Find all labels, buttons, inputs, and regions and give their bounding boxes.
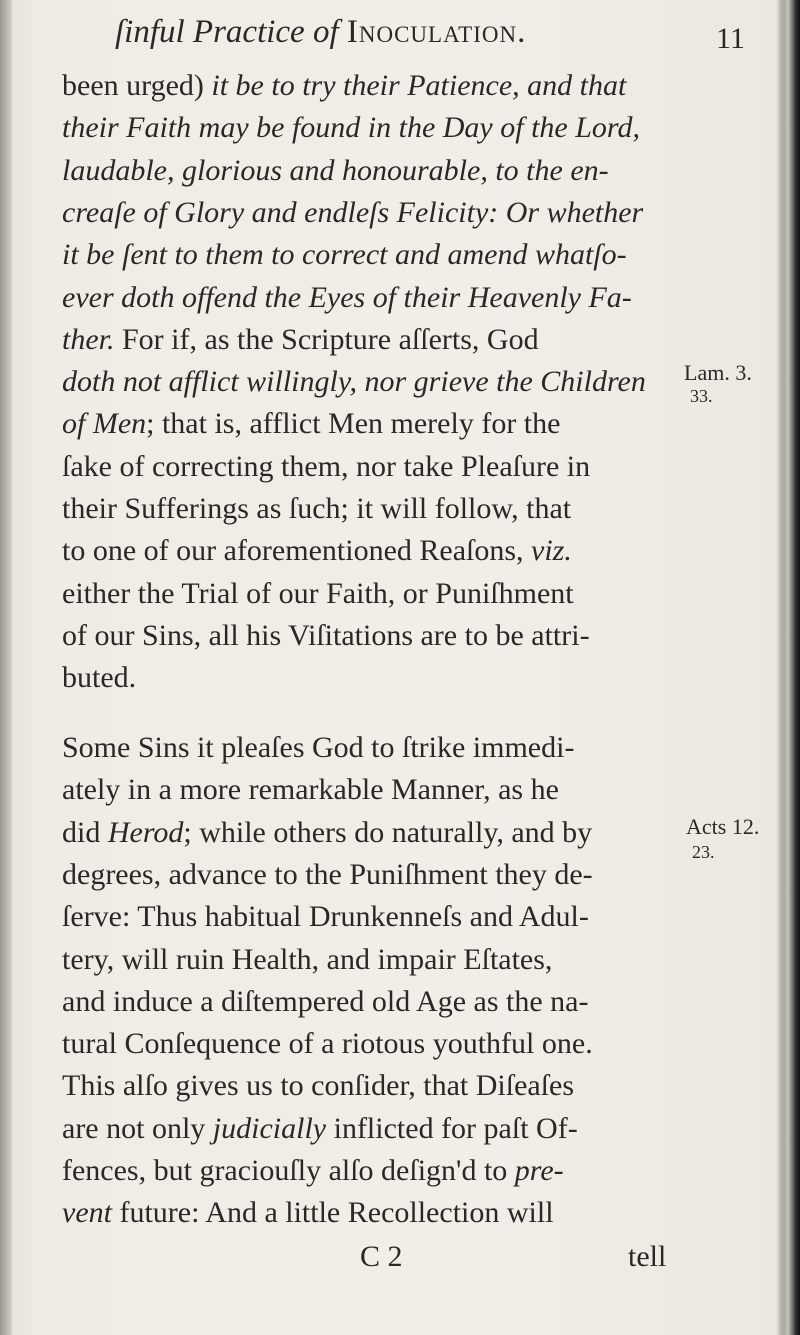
text-segment: pre- [514, 1154, 564, 1187]
text-segment: This alſo gives us to conſider, that Diſeaſes [62, 1069, 575, 1103]
text-line [62, 491, 571, 527]
text-line [62, 68, 626, 104]
text-line [62, 406, 560, 442]
text-segment: ther. [62, 322, 115, 356]
text-segment: creaſe of Glory and endleſs Felicity: Or whether [62, 195, 644, 229]
text-line [62, 1195, 554, 1231]
text-line [62, 660, 136, 696]
text-segment: it be ſent to them to correct and amend whatſo- [62, 238, 627, 272]
margin-note-acts-verse: 23. [692, 842, 715, 862]
text-segment: ever doth offend the Eyes of their Heavenly Fa- [62, 280, 632, 314]
text-segment: did [62, 815, 108, 849]
text-line [62, 364, 646, 400]
text-line [62, 1068, 574, 1104]
text-segment: future: And a little Recollection will [111, 1196, 554, 1230]
text-segment: ; while others do naturally, and by [183, 815, 593, 849]
text-segment: ſake of correcting them, nor take Pleaſure in [62, 449, 591, 483]
text-segment: degrees, advance to the Puniſhment they de- [62, 857, 593, 891]
running-title-italic: ſinful Practice of [115, 14, 339, 50]
text-line [62, 195, 643, 231]
text-segment: tery, will ruin Health, and impair Eſtates, [62, 942, 553, 976]
margin-note-acts [686, 814, 759, 840]
text-segment: it be to try their Patience, and that [211, 69, 627, 102]
text-segment: buted. [62, 661, 137, 695]
text-segment: viz. [531, 534, 572, 568]
text-segment: to one of our aforementioned Reaſons, [62, 534, 532, 568]
text-line [62, 857, 593, 893]
text-line [62, 1153, 564, 1189]
text-segment: doth not afflict willingly, nor grieve the Children [62, 365, 646, 399]
text-segment: vent [62, 1196, 112, 1230]
running-header [115, 14, 526, 51]
text-line [62, 772, 559, 808]
catchword: tell [628, 1240, 667, 1273]
text-line [62, 110, 640, 146]
text-segment: their Faith may be found in the Day of the Lord, [62, 111, 640, 145]
text-line [62, 899, 589, 935]
running-title-caps: Inoculation. [346, 14, 527, 50]
text-line [62, 730, 574, 766]
text-segment: of Men [62, 407, 147, 441]
text-line [62, 618, 590, 654]
text-segment: Herod [107, 815, 184, 849]
text-segment: laudable, glorious and honourable, to the en- [62, 153, 609, 187]
text-segment: judicially [212, 1111, 327, 1145]
margin-note-lam-verse: 33. [690, 386, 713, 406]
margin-note-lam [684, 360, 752, 386]
text-segment: fences, but graciouſly alſo deſign'd to [62, 1154, 515, 1187]
text-segment: inflicted for paſt Of- [326, 1111, 578, 1145]
page-edge-shadow [780, 0, 800, 1335]
text-segment: been urged) [62, 69, 212, 102]
text-line [62, 576, 574, 612]
text-line [62, 984, 588, 1020]
text-segment: are not only [62, 1111, 213, 1145]
text-line [62, 280, 632, 316]
text-line [62, 449, 590, 485]
text-line [62, 322, 539, 358]
page-gutter [0, 0, 12, 1335]
text-line [62, 815, 592, 851]
text-line [62, 237, 627, 273]
margin-note-acts-ref: Acts 12. [686, 814, 760, 839]
text-line [62, 533, 572, 569]
text-segment: ately in a more remarkable Manner, as he [62, 773, 559, 807]
page-number: 11 [716, 22, 745, 55]
text-segment: tural Conſequence of a riotous youthful one. [62, 1027, 593, 1061]
text-line [62, 1111, 578, 1147]
text-line [62, 153, 609, 189]
text-segment: either the Trial of our Faith, or Puniſhment [62, 576, 574, 610]
text-segment: their Sufferings as ſuch; it will follow, that [62, 492, 572, 525]
text-segment: Some Sins it pleaſes God to ſtrike immedi- [62, 731, 575, 764]
text-segment: ſerve: Thus habitual Drunkenneſs and Adul- [62, 900, 589, 934]
text-segment: and induce a diſtempered old Age as the na- [62, 984, 589, 1018]
margin-note-lam-ref: Lam. 3. [684, 360, 752, 385]
text-line [62, 1026, 593, 1062]
text-line [62, 942, 552, 978]
signature-mark: C 2 [360, 1240, 403, 1273]
text-segment: ; that is, afflict Men merely for the [146, 407, 561, 441]
text-segment: For if, as the Scripture aſſerts, God [114, 322, 539, 356]
text-segment: of our Sins, all his Viſitations are to be attri- [62, 618, 590, 652]
